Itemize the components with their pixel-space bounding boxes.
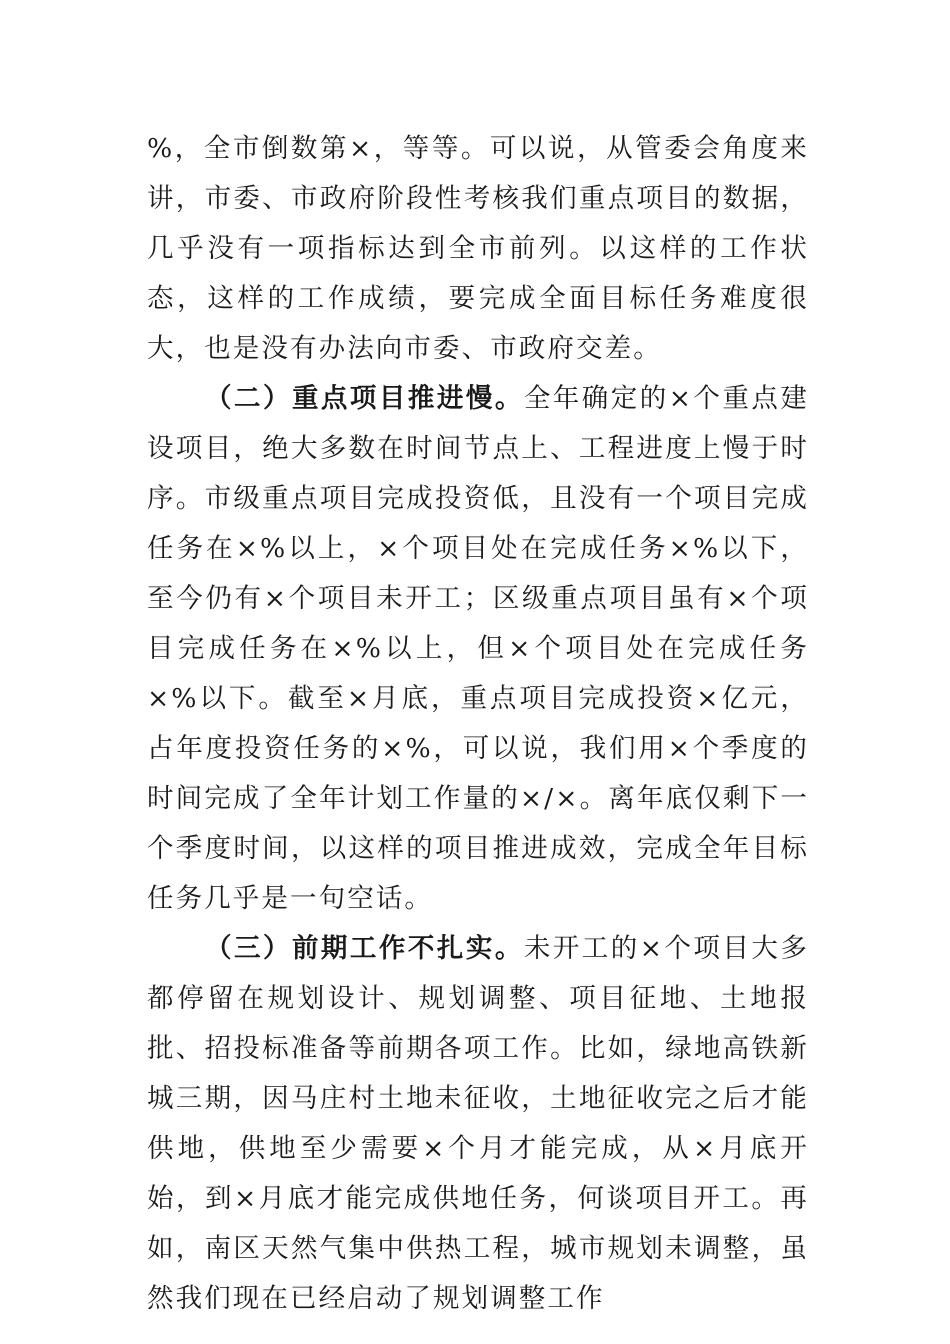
document-body bbox=[147, 124, 809, 1324]
paragraph-1 bbox=[147, 124, 809, 374]
paragraph-3 bbox=[147, 924, 809, 1324]
section-heading-2: （二）重点项目推进慢。 bbox=[205, 383, 524, 414]
paragraph-3-text: 未开工的×个项目大多都停留在规划设计、规划调整、项目征地、土地报批、招投标准备等前期各项工作。比如，绿地高铁新城三期，因马庄村土地未征收，土地征收完之后才能供地，供地至少需要×个月才能完成，从×月底开始，到×月底才能完成供地任务，何谈项目开工。再如，南区天然气集中供热工程，城市规划未调整，虽然我们现在已经启动了规划调整工作 bbox=[147, 933, 809, 1314]
paragraph-2-text: 全年确定的×个重点建设项目，绝大多数在时间节点上、工程进度上慢于时序。市级重点项目完成投资低，且没有一个项目完成任务在×%以上，×个项目处在完成任务×%以下，至今仍有×个项目未开工；区级重点项目虽有×个项目完成任务在×%以上，但×个项目处在完成任务×%以下。截至×月底，重点项目完成投资×亿元，占年度投资任务的×%，可以说，我们用×个季度的时间完成了全年计划工作量的×/×。离年底仅剩下一个季度时间，以这样的项目推进成效，完成全年目标任务几乎是一句空话。 bbox=[147, 383, 809, 914]
paragraph-1-text: %，全市倒数第×，等等。可以说，从管委会角度来讲，市委、市政府阶段性考核我们重点项目的数据，几乎没有一项指标达到全市前列。以这样的工作状态，这样的工作成绩，要完成全面目标任务难度很大，也是没有办法向市委、市政府交差。 bbox=[147, 133, 809, 364]
section-heading-3: （三）前期工作不扎实。 bbox=[205, 933, 524, 964]
paragraph-2 bbox=[147, 374, 809, 924]
